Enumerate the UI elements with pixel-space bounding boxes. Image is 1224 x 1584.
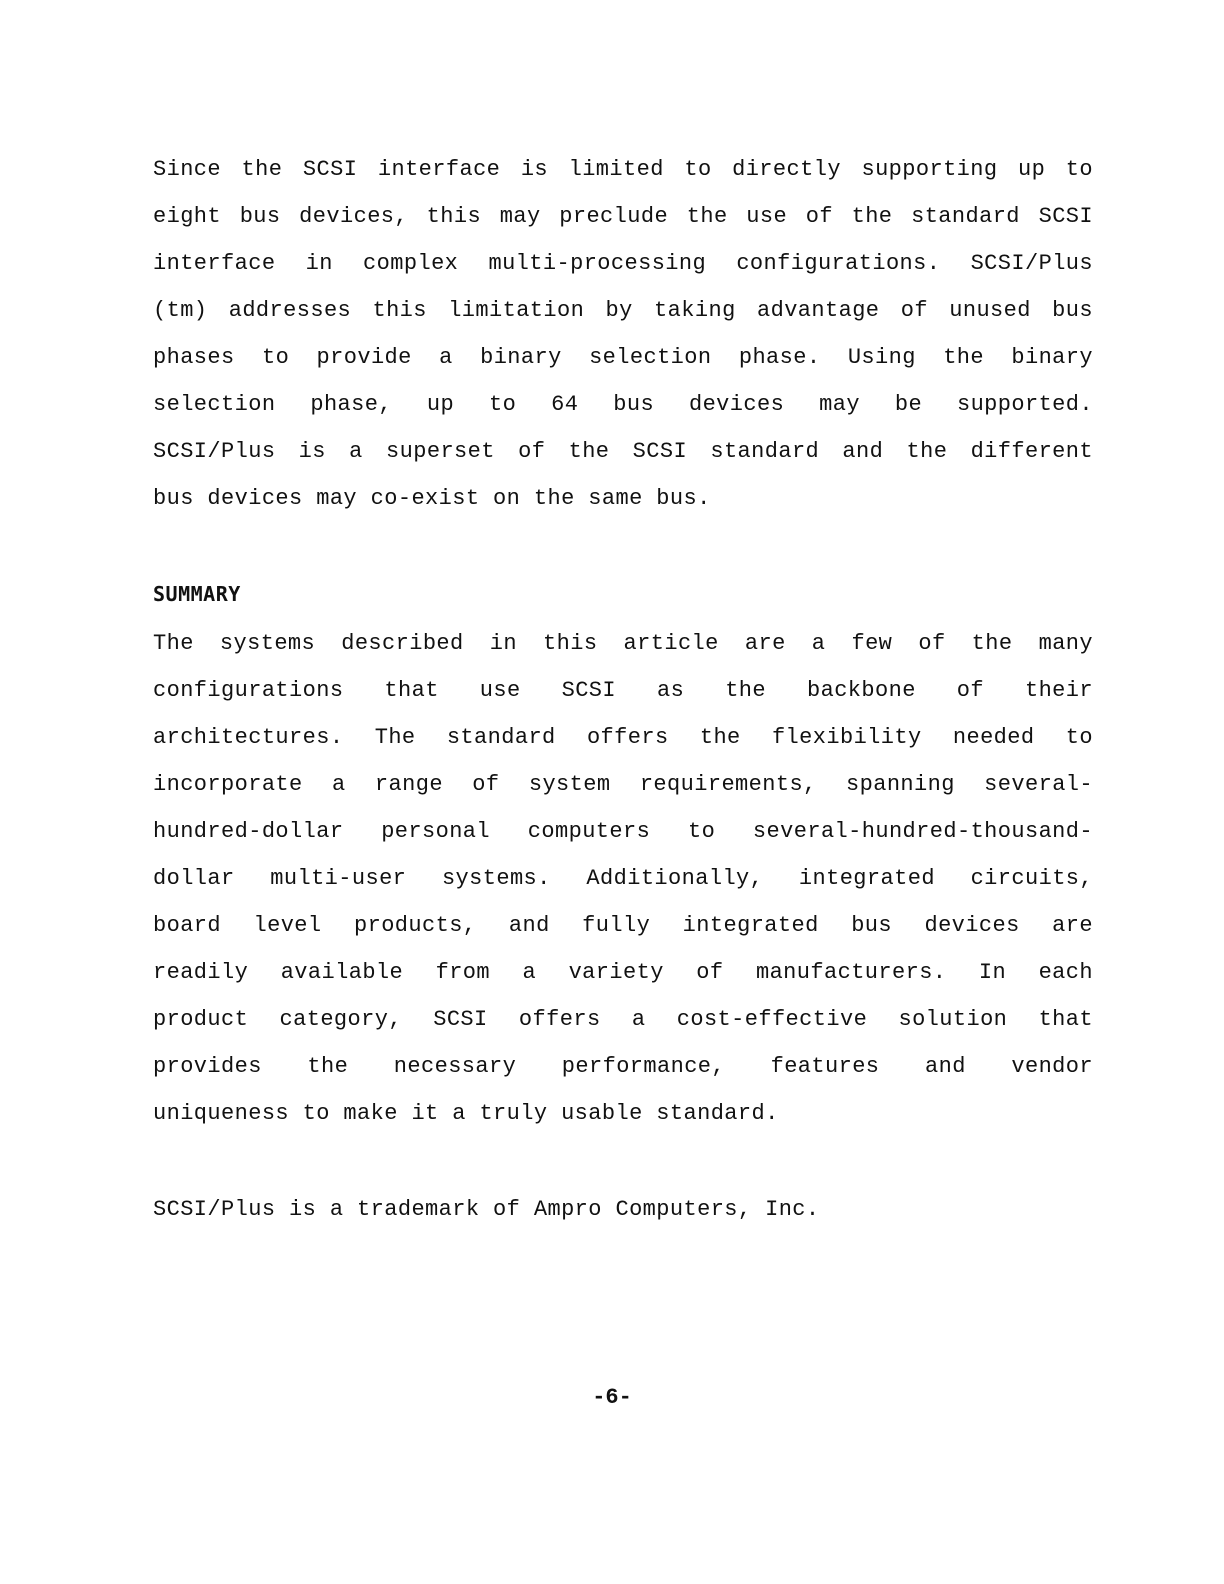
text-line: architectures. The standard offers the flexibility needed to [153,725,1093,750]
text-line: eight bus devices, this may preclude the use of the standard SCSI [153,204,1093,229]
text-line: interface in complex multi-processing configurations. SCSI/Plus [153,251,1093,276]
text-line: phases to provide a binary selection phase. Using the binary [153,345,1093,370]
text-line: provides the necessary performance, features and vendor [153,1054,1093,1079]
page-number: -6- [592,1385,632,1410]
text-line: SCSI/Plus is a superset of the SCSI standard and the different [153,439,1093,464]
summary-heading: SUMMARY [153,582,241,606]
body-paragraph-scsi-plus [153,146,1093,522]
text-line: The systems described in this article are a few of the many [153,631,1093,656]
text-line: incorporate a range of system requirements, spanning several- [153,772,1093,797]
summary-paragraph [153,620,1093,1137]
text-line: bus devices may co-exist on the same bus. [153,486,711,511]
text-line: hundred-dollar personal computers to several-hundred-thousand- [153,819,1093,844]
text-line: readily available from a variety of manufacturers. In each [153,960,1093,985]
text-line: Since the SCSI interface is limited to directly supporting up to [153,157,1093,182]
text-line: product category, SCSI offers a cost-effective solution that [153,1007,1093,1032]
text-line: (tm) addresses this limitation by taking advantage of unused bus [153,298,1093,323]
text-line: uniqueness to make it a truly usable standard. [153,1101,779,1126]
text-line: dollar multi-user systems. Additionally, integrated circuits, [153,866,1093,891]
text-line: board level products, and fully integrated bus devices are [153,913,1093,938]
text-line: configurations that use SCSI as the backbone of their [153,678,1093,703]
text-line: selection phase, up to 64 bus devices may be supported. [153,392,1093,417]
trademark-note: SCSI/Plus is a trademark of Ampro Computers, Inc. [153,1197,820,1222]
